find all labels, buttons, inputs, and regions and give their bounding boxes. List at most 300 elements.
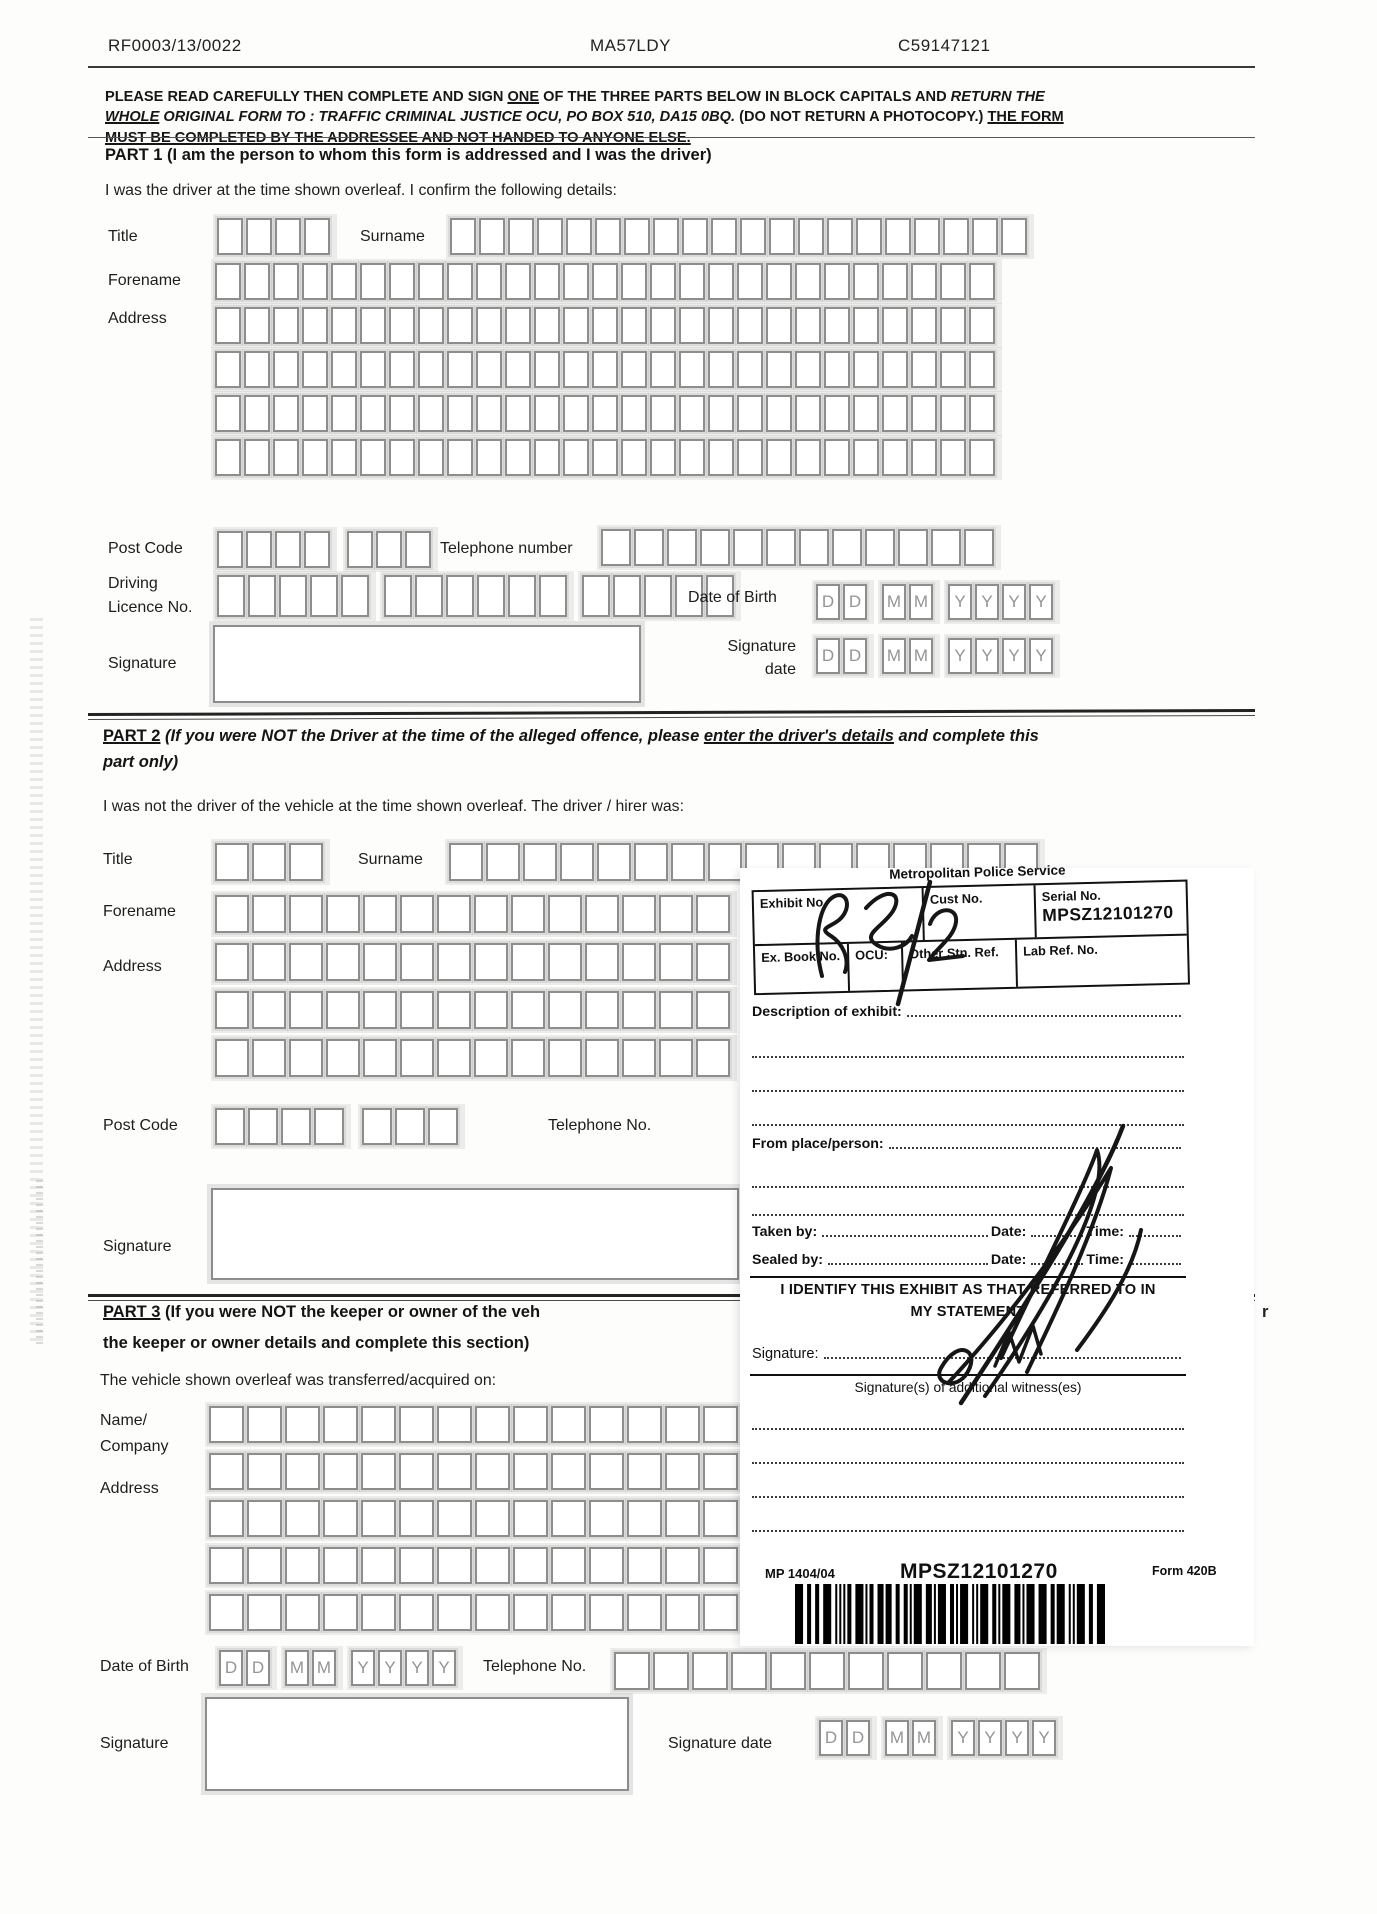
char-box bbox=[475, 1547, 510, 1584]
part1-dob-label: Date of Birth bbox=[688, 589, 777, 606]
part1-signature-label: Signature bbox=[108, 655, 177, 672]
dotted-line bbox=[752, 1530, 1184, 1532]
char-box bbox=[326, 991, 360, 1029]
char-box bbox=[679, 439, 705, 476]
part1-licence-label-line2: Licence No. bbox=[108, 599, 193, 616]
char-box bbox=[252, 991, 286, 1029]
char-box bbox=[665, 1500, 700, 1537]
char-box bbox=[474, 895, 508, 933]
part3-sigdate-day-boxes bbox=[815, 1716, 877, 1760]
char-box bbox=[665, 1547, 700, 1584]
char-box bbox=[323, 1453, 358, 1490]
char-box bbox=[737, 351, 763, 388]
taken-by-row bbox=[752, 1224, 1184, 1240]
char-box bbox=[592, 439, 618, 476]
description-of-exhibit-row bbox=[752, 1004, 1184, 1020]
part2-forename-boxes bbox=[211, 891, 737, 937]
part1-address-boxes-row4 bbox=[211, 435, 1002, 480]
part3-address-boxes-row4 bbox=[205, 1590, 745, 1635]
char-box bbox=[400, 1039, 434, 1077]
char-box bbox=[551, 1453, 586, 1490]
char-box bbox=[737, 307, 763, 344]
part2-title-boxes bbox=[211, 839, 330, 885]
from-place-person-label: From place/person: bbox=[752, 1136, 884, 1152]
char-box bbox=[969, 351, 995, 388]
char-box bbox=[824, 395, 850, 432]
char-box bbox=[911, 439, 937, 476]
char-box bbox=[331, 351, 357, 388]
char-box bbox=[703, 1594, 738, 1631]
char-box bbox=[534, 307, 560, 344]
dotted-line bbox=[752, 1056, 1184, 1058]
char-box bbox=[534, 439, 560, 476]
date-letter-box: D bbox=[219, 1650, 243, 1686]
char-box bbox=[539, 575, 567, 617]
ex-book-no-label: Ex. Book No. bbox=[761, 948, 841, 965]
char-box bbox=[766, 307, 792, 344]
char-box bbox=[969, 395, 995, 432]
time-label: Time: bbox=[1086, 1252, 1124, 1268]
char-box bbox=[1001, 218, 1027, 255]
part3-sigdate-label: Signature date bbox=[668, 1735, 773, 1752]
cust-no-cell bbox=[924, 885, 1037, 940]
char-box bbox=[285, 1547, 320, 1584]
char-box bbox=[450, 218, 476, 255]
part2-signature-box bbox=[211, 1188, 739, 1280]
char-box bbox=[244, 395, 270, 432]
char-box bbox=[209, 1547, 244, 1584]
dotted-fill-line bbox=[1031, 1234, 1083, 1237]
char-box bbox=[737, 263, 763, 300]
part1-surname-label: Surname bbox=[360, 228, 425, 245]
char-box bbox=[476, 439, 502, 476]
char-box bbox=[215, 263, 241, 300]
char-box bbox=[246, 531, 272, 568]
char-box bbox=[476, 263, 502, 300]
part1-forename-boxes bbox=[211, 259, 1002, 304]
part2-heading-number: PART 2 bbox=[103, 727, 161, 745]
char-box bbox=[475, 1453, 510, 1490]
char-box bbox=[285, 1594, 320, 1631]
char-box bbox=[853, 307, 879, 344]
serial-no-cell bbox=[1036, 882, 1187, 938]
char-box bbox=[323, 1500, 358, 1537]
char-box bbox=[708, 395, 734, 432]
char-box bbox=[682, 218, 708, 255]
taken-by-label: Taken by: bbox=[752, 1224, 818, 1240]
char-box bbox=[671, 843, 705, 881]
char-box bbox=[650, 307, 676, 344]
other-stn-ref-label: Other Stn. Ref. bbox=[908, 944, 999, 962]
char-box bbox=[215, 1039, 249, 1077]
char-box bbox=[273, 307, 299, 344]
char-box bbox=[475, 1406, 510, 1443]
char-box bbox=[692, 1652, 728, 1690]
part2-surname-label: Surname bbox=[358, 851, 423, 868]
char-box bbox=[940, 395, 966, 432]
char-box bbox=[551, 1500, 586, 1537]
char-box bbox=[513, 1547, 548, 1584]
dotted-line bbox=[752, 1186, 1184, 1188]
char-box bbox=[360, 263, 386, 300]
char-box bbox=[560, 843, 594, 881]
part2-postcode-boxes-a bbox=[211, 1104, 351, 1149]
date-letter-box: M bbox=[885, 1720, 909, 1756]
char-box bbox=[415, 575, 443, 617]
char-box bbox=[853, 263, 879, 300]
char-box bbox=[621, 263, 647, 300]
char-box bbox=[428, 1108, 458, 1145]
char-box bbox=[475, 1594, 510, 1631]
char-box bbox=[302, 395, 328, 432]
char-box bbox=[585, 943, 619, 981]
char-box bbox=[405, 531, 431, 568]
part3-heading-text: (If you were NOT the keeper or owner of the veh bbox=[160, 1303, 541, 1321]
char-box bbox=[513, 1594, 548, 1631]
date-letter-box: Y bbox=[975, 638, 999, 674]
char-box bbox=[331, 307, 357, 344]
char-box bbox=[215, 991, 249, 1029]
char-box bbox=[824, 439, 850, 476]
char-box bbox=[304, 531, 330, 568]
char-box bbox=[965, 1652, 1001, 1690]
instruction-text-italic: ORIGINAL FORM TO : TRAFFIC CRIMINAL JUSTICE OCU, PO BOX 510, DA15 0BQ. bbox=[159, 109, 736, 126]
part1-postcode-boxes-a bbox=[213, 527, 337, 572]
char-box bbox=[513, 1453, 548, 1490]
char-box bbox=[943, 218, 969, 255]
part2-heading bbox=[103, 724, 1055, 775]
date-letter-box: D bbox=[846, 1720, 870, 1756]
char-box bbox=[389, 439, 415, 476]
char-box bbox=[523, 843, 557, 881]
dotted-line bbox=[752, 1496, 1184, 1498]
char-box bbox=[513, 1406, 548, 1443]
part3-address-boxes-row3 bbox=[205, 1543, 745, 1588]
char-box bbox=[882, 263, 908, 300]
char-box bbox=[247, 1406, 282, 1443]
serial-no-label: Serial No. bbox=[1041, 887, 1102, 905]
exhibit-no-label: Exhibit No. bbox=[759, 894, 827, 911]
date-letter-box: Y bbox=[405, 1650, 429, 1686]
char-box bbox=[323, 1594, 358, 1631]
instruction-text-italic: RETURN THE bbox=[950, 88, 1045, 105]
char-box bbox=[360, 439, 386, 476]
header-divider bbox=[88, 66, 1255, 68]
char-box bbox=[215, 895, 249, 933]
part3-name-label-line2: Company bbox=[100, 1438, 169, 1455]
char-box bbox=[511, 943, 545, 981]
char-box bbox=[969, 263, 995, 300]
part2-title-label: Title bbox=[103, 851, 133, 868]
char-box bbox=[304, 218, 330, 255]
char-box bbox=[418, 395, 444, 432]
date-letter-box: Y bbox=[378, 1650, 402, 1686]
char-box bbox=[634, 529, 664, 566]
char-box bbox=[285, 1453, 320, 1490]
char-box bbox=[740, 218, 766, 255]
char-box bbox=[795, 351, 821, 388]
char-box bbox=[363, 991, 397, 1029]
char-box bbox=[247, 1500, 282, 1537]
part1-sigdate-month-boxes bbox=[878, 634, 940, 678]
part3-address-boxes-row1 bbox=[205, 1449, 745, 1494]
char-box bbox=[400, 943, 434, 981]
char-box bbox=[215, 1108, 245, 1145]
char-box bbox=[766, 529, 796, 566]
part2-address-boxes-row2 bbox=[211, 987, 737, 1033]
char-box bbox=[289, 895, 323, 933]
ocu-cell bbox=[849, 943, 904, 991]
part1-heading-text: (I am the person to whom this form is addressed and I was the driver) bbox=[162, 146, 712, 164]
char-box bbox=[548, 895, 582, 933]
char-box bbox=[737, 395, 763, 432]
cust-no-label: Cust No. bbox=[929, 890, 983, 907]
char-box bbox=[703, 1453, 738, 1490]
char-box bbox=[624, 218, 650, 255]
char-box bbox=[592, 307, 618, 344]
part3-heading-number: PART 3 bbox=[103, 1303, 161, 1321]
char-box bbox=[622, 1039, 656, 1077]
part3-telephone-boxes bbox=[610, 1648, 1047, 1694]
char-box bbox=[361, 1594, 396, 1631]
char-box bbox=[696, 991, 730, 1029]
part2-postcode-label: Post Code bbox=[103, 1117, 178, 1134]
char-box bbox=[665, 1406, 700, 1443]
char-box bbox=[824, 351, 850, 388]
part3-dob-day-boxes bbox=[215, 1646, 277, 1690]
char-box bbox=[437, 1594, 472, 1631]
char-box bbox=[418, 263, 444, 300]
part2-address-boxes-row1 bbox=[211, 939, 737, 985]
char-box bbox=[217, 218, 243, 255]
char-box bbox=[769, 218, 795, 255]
char-box bbox=[621, 395, 647, 432]
date-label: Date: bbox=[990, 1252, 1027, 1268]
char-box bbox=[679, 307, 705, 344]
char-box bbox=[634, 843, 668, 881]
date-letter-box: D bbox=[843, 638, 867, 674]
date-letter-box: D bbox=[246, 1650, 270, 1686]
char-box bbox=[341, 575, 369, 617]
char-box bbox=[209, 1594, 244, 1631]
char-box bbox=[505, 439, 531, 476]
char-box bbox=[360, 307, 386, 344]
char-box bbox=[703, 1500, 738, 1537]
char-box bbox=[667, 529, 697, 566]
char-box bbox=[273, 439, 299, 476]
char-box bbox=[505, 351, 531, 388]
char-box bbox=[563, 263, 589, 300]
char-box bbox=[279, 575, 307, 617]
part1-heading-number: PART 1 bbox=[105, 146, 163, 164]
char-box bbox=[700, 529, 730, 566]
char-box bbox=[766, 395, 792, 432]
scan-artifact-streak bbox=[36, 1180, 43, 1345]
char-box bbox=[511, 991, 545, 1029]
char-box bbox=[969, 439, 995, 476]
ex-book-no-cell bbox=[755, 944, 850, 993]
char-box bbox=[447, 307, 473, 344]
char-box bbox=[795, 263, 821, 300]
date-letter-box: M bbox=[909, 638, 933, 674]
date-letter-box: Y bbox=[1029, 584, 1053, 620]
part1-title-label: Title bbox=[108, 228, 138, 245]
sealed-by-label: Sealed by: bbox=[752, 1252, 823, 1268]
date-letter-box: Y bbox=[1029, 638, 1053, 674]
char-box bbox=[437, 943, 471, 981]
char-box bbox=[964, 529, 994, 566]
char-box bbox=[622, 991, 656, 1029]
char-box bbox=[437, 1453, 472, 1490]
exhibit-form-number: Form 420B bbox=[1152, 1564, 1217, 1578]
part1-dob-day-boxes bbox=[812, 580, 874, 624]
date-letter-box: M bbox=[285, 1650, 309, 1686]
char-box bbox=[799, 529, 829, 566]
char-box bbox=[247, 1453, 282, 1490]
char-box bbox=[215, 395, 241, 432]
char-box bbox=[595, 218, 621, 255]
char-box bbox=[389, 263, 415, 300]
char-box bbox=[247, 1594, 282, 1631]
char-box bbox=[513, 1500, 548, 1537]
part3-heading-covered-fragment: r bbox=[1262, 1303, 1269, 1321]
part1-licence-label-line1: Driving bbox=[108, 575, 158, 592]
char-box bbox=[537, 218, 563, 255]
char-box bbox=[534, 395, 560, 432]
char-box bbox=[592, 263, 618, 300]
dotted-fill-line bbox=[828, 1262, 988, 1265]
char-box bbox=[650, 263, 676, 300]
date-letter-box: D bbox=[816, 584, 840, 620]
part1-address-boxes-row1 bbox=[211, 303, 1002, 348]
char-box bbox=[969, 307, 995, 344]
char-box bbox=[563, 307, 589, 344]
char-box bbox=[708, 263, 734, 300]
char-box bbox=[215, 307, 241, 344]
char-box bbox=[437, 1406, 472, 1443]
char-box bbox=[477, 575, 505, 617]
char-box bbox=[209, 1406, 244, 1443]
char-box bbox=[275, 531, 301, 568]
instruction-text: OF THE THREE PARTS BELOW IN BLOCK CAPITALS AND bbox=[539, 88, 951, 105]
char-box bbox=[209, 1500, 244, 1537]
char-box bbox=[679, 263, 705, 300]
char-box bbox=[395, 1108, 425, 1145]
part2-heading-text-underlined: enter the driver's details bbox=[703, 727, 894, 745]
char-box bbox=[302, 263, 328, 300]
part3-address-label: Address bbox=[100, 1480, 159, 1497]
char-box bbox=[289, 991, 323, 1029]
char-box bbox=[551, 1594, 586, 1631]
char-box bbox=[244, 351, 270, 388]
char-box bbox=[360, 395, 386, 432]
part1-sigdate-year-boxes bbox=[944, 634, 1060, 678]
char-box bbox=[795, 439, 821, 476]
dotted-fill-line bbox=[1031, 1262, 1083, 1265]
part3-sigdate-year-boxes bbox=[947, 1716, 1063, 1760]
char-box bbox=[399, 1500, 434, 1537]
part1-address-label: Address bbox=[108, 310, 167, 327]
char-box bbox=[770, 1652, 806, 1690]
char-box bbox=[622, 943, 656, 981]
part3-name-label-line1: Name/ bbox=[100, 1412, 148, 1429]
exhibit-label-title: Metropolitan Police Service bbox=[889, 862, 1066, 882]
exhibit-form-ref: MP 1404/04 bbox=[765, 1566, 835, 1581]
part1-postcode-boxes-b bbox=[343, 527, 438, 572]
char-box bbox=[665, 1594, 700, 1631]
char-box bbox=[314, 1108, 344, 1145]
instructions-divider bbox=[88, 137, 1255, 138]
dotted-fill-line bbox=[1129, 1234, 1181, 1237]
part2-intro: I was not the driver of the vehicle at the time shown overleaf. The driver / hirer was: bbox=[103, 798, 684, 815]
char-box bbox=[376, 531, 402, 568]
char-box bbox=[592, 351, 618, 388]
char-box bbox=[582, 575, 610, 617]
char-box bbox=[362, 1108, 392, 1145]
char-box bbox=[437, 895, 471, 933]
char-box bbox=[644, 575, 672, 617]
char-box bbox=[824, 263, 850, 300]
char-box bbox=[323, 1547, 358, 1584]
char-box bbox=[389, 351, 415, 388]
char-box bbox=[209, 1453, 244, 1490]
char-box bbox=[696, 1039, 730, 1077]
char-box bbox=[703, 1406, 738, 1443]
char-box bbox=[215, 351, 241, 388]
char-box bbox=[911, 395, 937, 432]
char-box bbox=[627, 1500, 662, 1537]
char-box bbox=[614, 1652, 650, 1690]
char-box bbox=[708, 843, 742, 881]
char-box bbox=[437, 1547, 472, 1584]
form-reference-number: RF0003/13/0022 bbox=[108, 36, 242, 55]
char-box bbox=[882, 351, 908, 388]
from-place-person-row bbox=[752, 1136, 1184, 1152]
char-box bbox=[911, 263, 937, 300]
part1-signature-box bbox=[213, 625, 641, 703]
part3-intro: The vehicle shown overleaf was transferred/acquired on: bbox=[100, 1372, 497, 1389]
char-box bbox=[244, 263, 270, 300]
char-box bbox=[911, 307, 937, 344]
char-box bbox=[795, 395, 821, 432]
char-box bbox=[447, 263, 473, 300]
char-box bbox=[273, 395, 299, 432]
char-box bbox=[273, 351, 299, 388]
char-box bbox=[551, 1406, 586, 1443]
rule-line bbox=[750, 1374, 1186, 1376]
char-box bbox=[733, 529, 763, 566]
char-box bbox=[972, 218, 998, 255]
char-box bbox=[248, 1108, 278, 1145]
char-box bbox=[882, 307, 908, 344]
char-box bbox=[708, 307, 734, 344]
char-box bbox=[940, 263, 966, 300]
char-box bbox=[589, 1406, 624, 1443]
dotted-fill-line bbox=[907, 1014, 1181, 1017]
char-box bbox=[731, 1652, 767, 1690]
char-box bbox=[887, 1652, 923, 1690]
char-box bbox=[696, 895, 730, 933]
char-box bbox=[475, 1500, 510, 1537]
identify-statement-line1: I IDENTIFY THIS EXHIBIT AS THAT REFERRED TO IN bbox=[780, 1282, 1156, 1298]
char-box bbox=[511, 895, 545, 933]
exhibit-barcode bbox=[795, 1584, 1107, 1644]
case-number: C59147121 bbox=[898, 36, 991, 55]
char-box bbox=[585, 991, 619, 1029]
lab-ref-no-cell bbox=[1017, 936, 1188, 987]
char-box bbox=[437, 991, 471, 1029]
part3-heading-line2: the keeper or owner details and complete this section) bbox=[103, 1334, 530, 1352]
